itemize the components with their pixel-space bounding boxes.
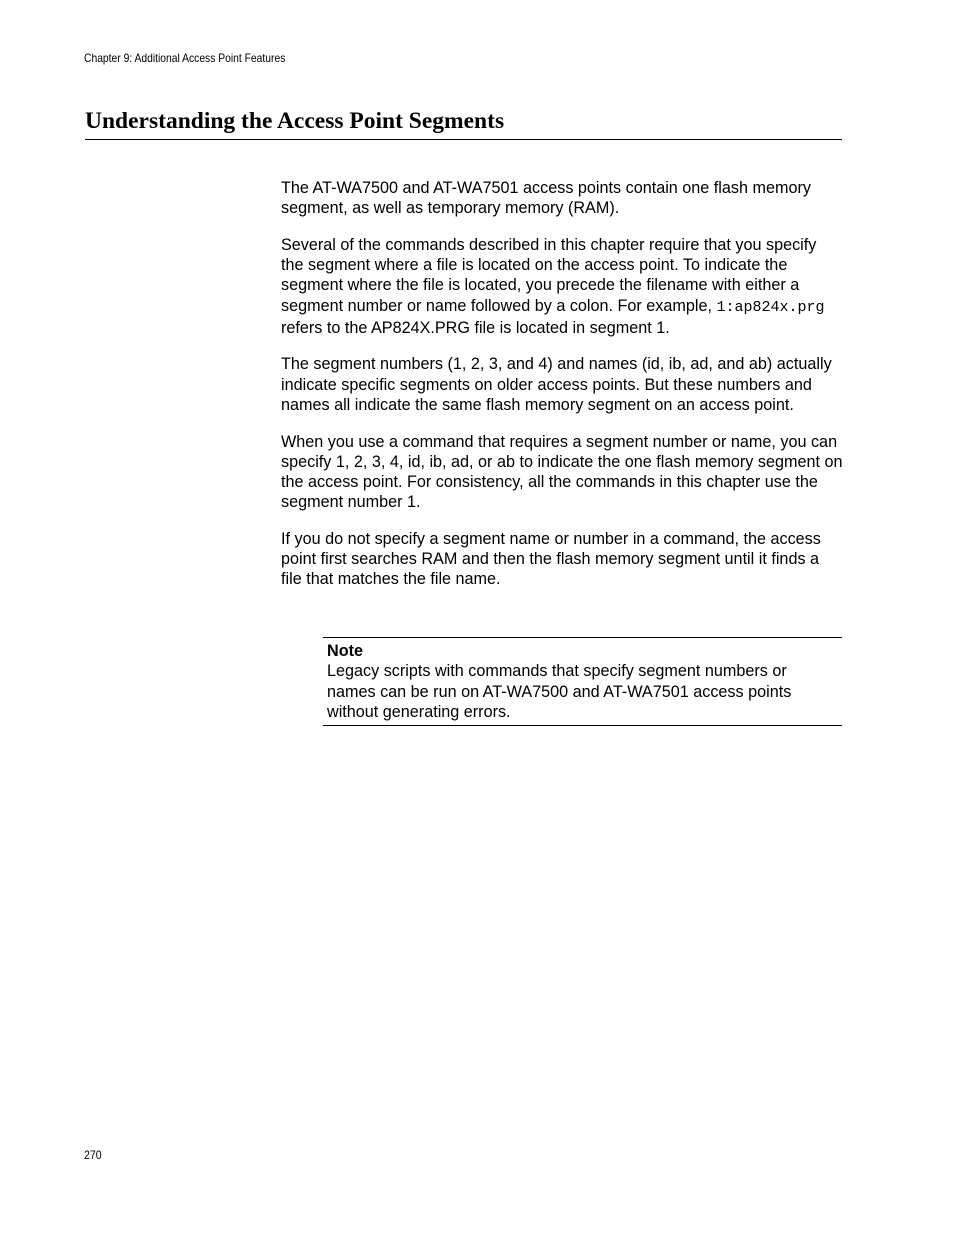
note-text: Legacy scripts with commands that specify segment numbers or names can be run on AT-WA7500 and AT-WA7501 access points without generating errors. <box>327 662 792 721</box>
paragraph-flash-memory: The AT-WA7500 and AT-WA7501 access points contain one flash memory segment, as well as temporary memory (RAM). <box>281 179 811 218</box>
paragraph-segment-syntax <box>281 235 843 338</box>
paragraph-segment-names: The segment numbers (1, 2, 3, and 4) and names (id, ib, ad, and ab) actually indicate specific segments on older access points. But these numbers and names all indicate the same flash memory segment on an access point. <box>281 355 832 414</box>
paragraph-segment-usage: When you use a command that requires a segment number or name, you can specify 1, 2, 3, 4, id, ib, ad, or ab to indicate the one flash memory segment on the access point. For consistency, all the commands in this chapter use the segment number 1. <box>281 432 843 512</box>
running-header: Chapter 9: Additional Access Point Features <box>84 51 286 65</box>
paragraph-segment-syntax-intro: Several of the commands described in this chapter require that you specify the segment where a file is located on the access point. To indicate the segment where the file is located, you precede the filename with either a segment number or name followed by a colon. For example, <box>281 235 817 315</box>
section-title: Understanding the Access Point Segments <box>85 108 505 134</box>
note-box <box>323 637 842 726</box>
paragraph-segment-syntax-end: refers to the AP824X.PRG file is located in segment 1. <box>281 318 670 337</box>
title-rule <box>85 139 842 140</box>
paragraph-search-order: If you do not specify a segment name or number in a command, the access point first searches RAM and then the flash memory segment until it finds a file that matches the file name. <box>281 529 821 589</box>
code-example: 1:ap824x.prg <box>716 298 825 316</box>
body-text <box>281 178 843 606</box>
page-number: 270 <box>84 1148 102 1162</box>
note-label: Note <box>327 642 363 660</box>
